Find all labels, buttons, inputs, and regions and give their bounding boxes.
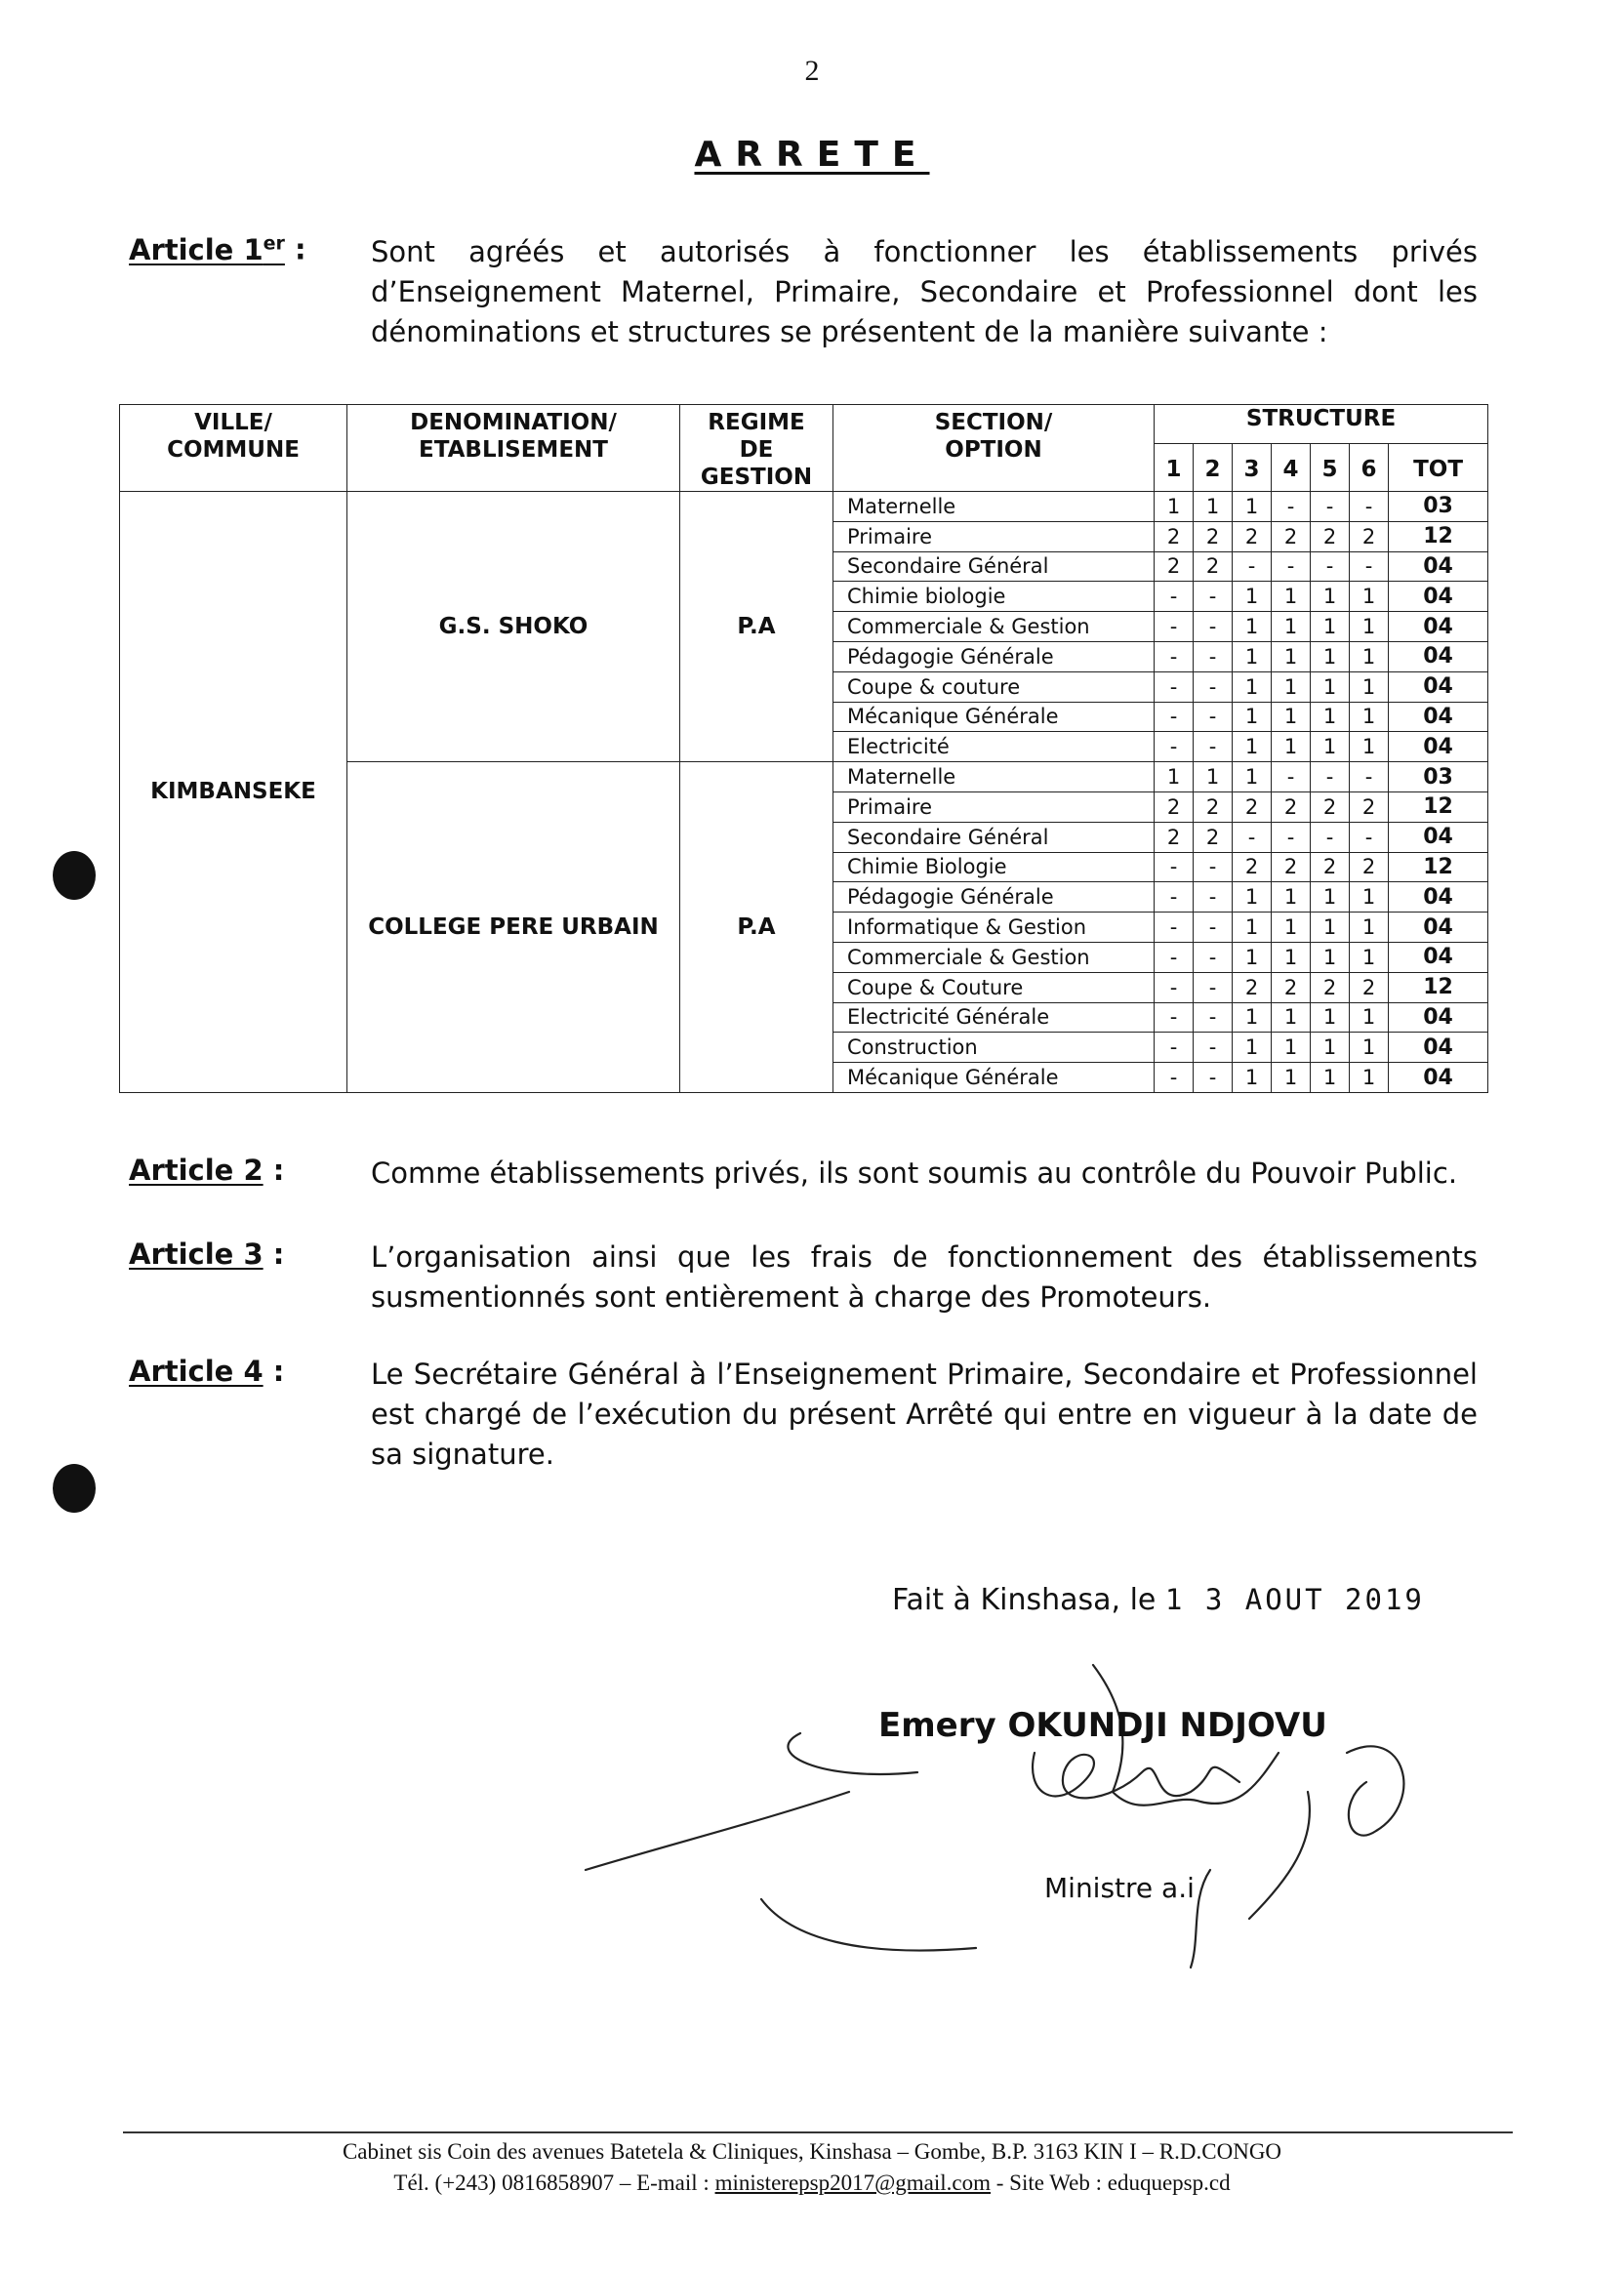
level-cell: 1 xyxy=(1272,1002,1311,1033)
option-cell: Chimie biologie xyxy=(833,582,1155,612)
option-cell: Commerciale & Gestion xyxy=(833,942,1155,972)
header-level: 3 xyxy=(1233,444,1272,492)
level-cell: 2 xyxy=(1272,972,1311,1002)
article-4-label: Article 4 : xyxy=(129,1355,285,1388)
level-cell: 1 xyxy=(1311,641,1350,671)
level-cell: 1 xyxy=(1233,913,1272,943)
level-cell: 1 xyxy=(1272,641,1311,671)
option-cell: Maternelle xyxy=(833,762,1155,792)
level-cell: - xyxy=(1155,612,1194,642)
total-cell: 12 xyxy=(1389,972,1488,1002)
article-3-text: L’organisation ainsi que les frais de fonctionnement des établissements susmentionnés sont entièrement à charge des Promoteurs. xyxy=(371,1240,1478,1314)
level-cell: - xyxy=(1311,762,1350,792)
level-cell: 1 xyxy=(1272,702,1311,732)
level-cell: - xyxy=(1272,492,1311,522)
level-cell: 1 xyxy=(1311,1002,1350,1033)
level-cell: 1 xyxy=(1350,913,1389,943)
level-cell: 2 xyxy=(1233,972,1272,1002)
level-cell: 1 xyxy=(1350,1033,1389,1063)
header-denomination: DENOMINATION/ ETABLISEMENT xyxy=(347,405,680,492)
level-cell: - xyxy=(1350,551,1389,582)
level-cell: 1 xyxy=(1233,1002,1272,1033)
level-cell: 2 xyxy=(1350,852,1389,882)
article-3 xyxy=(129,1237,1478,1318)
level-cell: 1 xyxy=(1194,762,1233,792)
punch-hole xyxy=(53,851,96,900)
level-cell: - xyxy=(1272,822,1311,852)
level-cell: - xyxy=(1194,942,1233,972)
level-cell: 1 xyxy=(1350,702,1389,732)
level-cell: - xyxy=(1194,882,1233,913)
level-cell: - xyxy=(1194,641,1233,671)
level-cell: - xyxy=(1155,942,1194,972)
level-cell: 1 xyxy=(1311,1033,1350,1063)
level-cell: - xyxy=(1155,732,1194,762)
level-cell: - xyxy=(1155,702,1194,732)
level-cell: 1 xyxy=(1233,702,1272,732)
level-cell: 1 xyxy=(1233,582,1272,612)
option-cell: Secondaire Général xyxy=(833,822,1155,852)
level-cell: - xyxy=(1350,492,1389,522)
total-cell: 04 xyxy=(1389,671,1488,702)
level-cell: - xyxy=(1194,1033,1233,1063)
level-cell: 1 xyxy=(1233,762,1272,792)
level-cell: - xyxy=(1194,671,1233,702)
option-cell: Mécanique Générale xyxy=(833,702,1155,732)
school-name-cell: G.S. SHOKO xyxy=(347,492,680,762)
total-cell: 12 xyxy=(1389,852,1488,882)
option-cell: Electricité xyxy=(833,732,1155,762)
level-cell: 1 xyxy=(1350,942,1389,972)
level-cell: - xyxy=(1155,882,1194,913)
signatory-role: Ministre a.i xyxy=(1044,1872,1195,1904)
option-cell: Chimie Biologie xyxy=(833,852,1155,882)
article-3-label: Article 3 : xyxy=(129,1237,285,1271)
level-cell: - xyxy=(1194,972,1233,1002)
level-cell: 1 xyxy=(1272,612,1311,642)
footer-email[interactable]: ministerepsp2017@gmail.com xyxy=(714,2171,992,2195)
option-cell: Pédagogie Générale xyxy=(833,641,1155,671)
article-4 xyxy=(129,1355,1478,1475)
level-cell: 1 xyxy=(1155,762,1194,792)
total-cell: 12 xyxy=(1389,791,1488,822)
level-cell: 1 xyxy=(1272,732,1311,762)
regime-cell: P.A xyxy=(680,492,833,762)
header-ville: VILLE/ COMMUNE xyxy=(120,405,347,492)
total-cell: 04 xyxy=(1389,1063,1488,1093)
level-cell: 2 xyxy=(1155,521,1194,551)
level-cell: 2 xyxy=(1155,791,1194,822)
level-cell: 1 xyxy=(1350,1063,1389,1093)
total-cell: 04 xyxy=(1389,732,1488,762)
option-cell: Coupe & couture xyxy=(833,671,1155,702)
level-cell: 2 xyxy=(1350,972,1389,1002)
level-cell: 1 xyxy=(1233,732,1272,762)
header-level: 2 xyxy=(1194,444,1233,492)
level-cell: 1 xyxy=(1272,671,1311,702)
option-cell: Pédagogie Générale xyxy=(833,882,1155,913)
total-cell: 03 xyxy=(1389,762,1488,792)
level-cell: 1 xyxy=(1350,882,1389,913)
level-cell: - xyxy=(1350,762,1389,792)
level-cell: 2 xyxy=(1194,822,1233,852)
option-cell: Maternelle xyxy=(833,492,1155,522)
level-cell: - xyxy=(1155,641,1194,671)
total-cell: 04 xyxy=(1389,612,1488,642)
table-row xyxy=(120,492,1488,522)
level-cell: 1 xyxy=(1311,1063,1350,1093)
footer-contact: Tél. (+243) 0816858907 – E-mail : ministerepsp2017@gmail.com - Site Web : eduquepsp.cd xyxy=(393,2171,1231,2195)
page-number: 2 xyxy=(804,55,820,87)
option-cell: Commerciale & Gestion xyxy=(833,612,1155,642)
level-cell: 2 xyxy=(1233,791,1272,822)
header-level: 4 xyxy=(1272,444,1311,492)
level-cell: 1 xyxy=(1311,913,1350,943)
level-cell: 2 xyxy=(1272,521,1311,551)
level-cell: 1 xyxy=(1233,641,1272,671)
level-cell: 2 xyxy=(1272,852,1311,882)
footer-address: Cabinet sis Coin des avenues Batetela & Cliniques, Kinshasa – Gombe, B.P. 3163 KIN I – R.D.CONGO xyxy=(342,2139,1282,2164)
level-cell: - xyxy=(1194,852,1233,882)
level-cell: - xyxy=(1194,913,1233,943)
level-cell: - xyxy=(1311,551,1350,582)
commune-cell: KIMBANSEKE xyxy=(120,492,347,1093)
level-cell: 2 xyxy=(1311,852,1350,882)
level-cell: 2 xyxy=(1233,521,1272,551)
total-cell: 03 xyxy=(1389,492,1488,522)
level-cell: 1 xyxy=(1233,492,1272,522)
header-tot: TOT xyxy=(1389,444,1488,492)
level-cell: - xyxy=(1155,1033,1194,1063)
header-regime: REGIME DE GESTION xyxy=(680,405,833,492)
level-cell: 2 xyxy=(1194,521,1233,551)
level-cell: 2 xyxy=(1350,791,1389,822)
total-cell: 04 xyxy=(1389,882,1488,913)
level-cell: 1 xyxy=(1233,882,1272,913)
header-level: 1 xyxy=(1155,444,1194,492)
total-cell: 04 xyxy=(1389,551,1488,582)
total-cell: 04 xyxy=(1389,822,1488,852)
level-cell: 1 xyxy=(1272,1033,1311,1063)
level-cell: - xyxy=(1155,1063,1194,1093)
option-cell: Informatique & Gestion xyxy=(833,913,1155,943)
option-cell: Primaire xyxy=(833,521,1155,551)
level-cell: 2 xyxy=(1311,972,1350,1002)
article-4-text: Le Secrétaire Général à l’Enseignement Primaire, Secondaire et Professionnel est chargé de l’exécution du présent Arrêté qui entre en vigueur à la date de sa signature. xyxy=(371,1358,1478,1471)
punch-hole xyxy=(53,1464,96,1513)
level-cell: - xyxy=(1155,913,1194,943)
level-cell: 1 xyxy=(1311,882,1350,913)
level-cell: 1 xyxy=(1350,671,1389,702)
date-stamp: 1 3 AOUT 2019 xyxy=(1164,1583,1425,1616)
level-cell: 1 xyxy=(1311,582,1350,612)
total-cell: 04 xyxy=(1389,942,1488,972)
signatory-name: Emery OKUNDJI NDJOVU xyxy=(878,1706,1327,1745)
total-cell: 04 xyxy=(1389,641,1488,671)
article-2-text: Comme établissements privés, ils sont soumis au contrôle du Pouvoir Public. xyxy=(371,1156,1458,1190)
total-cell: 04 xyxy=(1389,913,1488,943)
level-cell: - xyxy=(1194,732,1233,762)
level-cell: - xyxy=(1194,1063,1233,1093)
document-title: ARRETE xyxy=(694,135,930,175)
level-cell: 1 xyxy=(1350,732,1389,762)
total-cell: 12 xyxy=(1389,521,1488,551)
level-cell: 1 xyxy=(1233,1063,1272,1093)
level-cell: 1 xyxy=(1350,612,1389,642)
level-cell: 2 xyxy=(1233,852,1272,882)
header-level: 5 xyxy=(1311,444,1350,492)
level-cell: 2 xyxy=(1155,551,1194,582)
total-cell: 04 xyxy=(1389,582,1488,612)
level-cell: - xyxy=(1233,551,1272,582)
footer-divider xyxy=(123,2131,1513,2133)
article-1 xyxy=(129,232,1478,352)
level-cell: - xyxy=(1350,822,1389,852)
header-level: 6 xyxy=(1350,444,1389,492)
level-cell: 1 xyxy=(1155,492,1194,522)
level-cell: - xyxy=(1194,612,1233,642)
level-cell: - xyxy=(1194,702,1233,732)
level-cell: 1 xyxy=(1311,732,1350,762)
level-cell: - xyxy=(1155,1002,1194,1033)
level-cell: 1 xyxy=(1233,671,1272,702)
total-cell: 04 xyxy=(1389,1002,1488,1033)
level-cell: - xyxy=(1311,492,1350,522)
option-cell: Secondaire Général xyxy=(833,551,1155,582)
level-cell: - xyxy=(1194,582,1233,612)
level-cell: 2 xyxy=(1155,822,1194,852)
article-1-text: Sont agréés et autorisés à fonctionner les établissements privés d’Enseignement Maternel, Primaire, Secondaire et Professionnel dont les dénominations et structures se présentent de la manière suivante : xyxy=(371,235,1478,348)
article-2 xyxy=(129,1154,1478,1194)
level-cell: - xyxy=(1155,671,1194,702)
place-date: Fait à Kinshasa, le 1 3 AOUT 2019 xyxy=(892,1583,1425,1617)
option-cell: Mécanique Générale xyxy=(833,1063,1155,1093)
option-cell: Electricité Générale xyxy=(833,1002,1155,1033)
level-cell: 1 xyxy=(1311,942,1350,972)
structure-table xyxy=(119,404,1488,1093)
level-cell: - xyxy=(1272,551,1311,582)
option-cell: Primaire xyxy=(833,791,1155,822)
level-cell: 1 xyxy=(1233,942,1272,972)
option-cell: Coupe & Couture xyxy=(833,972,1155,1002)
option-cell: Construction xyxy=(833,1033,1155,1063)
level-cell: 1 xyxy=(1194,492,1233,522)
level-cell: - xyxy=(1233,822,1272,852)
article-1-label: Article 1er : xyxy=(129,232,306,266)
level-cell: 1 xyxy=(1233,1033,1272,1063)
header-section: SECTION/ OPTION xyxy=(833,405,1155,492)
level-cell: 2 xyxy=(1350,521,1389,551)
level-cell: - xyxy=(1194,1002,1233,1033)
handwritten-signature-icon xyxy=(566,1645,1444,1977)
level-cell: - xyxy=(1155,582,1194,612)
level-cell: 2 xyxy=(1311,521,1350,551)
regime-cell: P.A xyxy=(680,762,833,1093)
level-cell: 1 xyxy=(1272,1063,1311,1093)
level-cell: 1 xyxy=(1311,671,1350,702)
school-name-cell: COLLEGE PERE URBAIN xyxy=(347,762,680,1093)
level-cell: 1 xyxy=(1350,582,1389,612)
level-cell: 1 xyxy=(1272,942,1311,972)
level-cell: - xyxy=(1155,852,1194,882)
header-structure: STRUCTURE xyxy=(1155,405,1488,444)
table-body xyxy=(120,492,1488,1093)
level-cell: 2 xyxy=(1272,791,1311,822)
level-cell: 2 xyxy=(1311,791,1350,822)
level-cell: 2 xyxy=(1194,791,1233,822)
level-cell: - xyxy=(1311,822,1350,852)
level-cell: 1 xyxy=(1272,913,1311,943)
total-cell: 04 xyxy=(1389,702,1488,732)
level-cell: 1 xyxy=(1272,582,1311,612)
level-cell: 1 xyxy=(1350,641,1389,671)
level-cell: 1 xyxy=(1350,1002,1389,1033)
total-cell: 04 xyxy=(1389,1033,1488,1063)
level-cell: 1 xyxy=(1233,612,1272,642)
level-cell: 1 xyxy=(1311,612,1350,642)
level-cell: 1 xyxy=(1272,882,1311,913)
level-cell: - xyxy=(1155,972,1194,1002)
article-2-label: Article 2 : xyxy=(129,1154,285,1187)
level-cell: 2 xyxy=(1194,551,1233,582)
level-cell: - xyxy=(1272,762,1311,792)
level-cell: 1 xyxy=(1311,702,1350,732)
